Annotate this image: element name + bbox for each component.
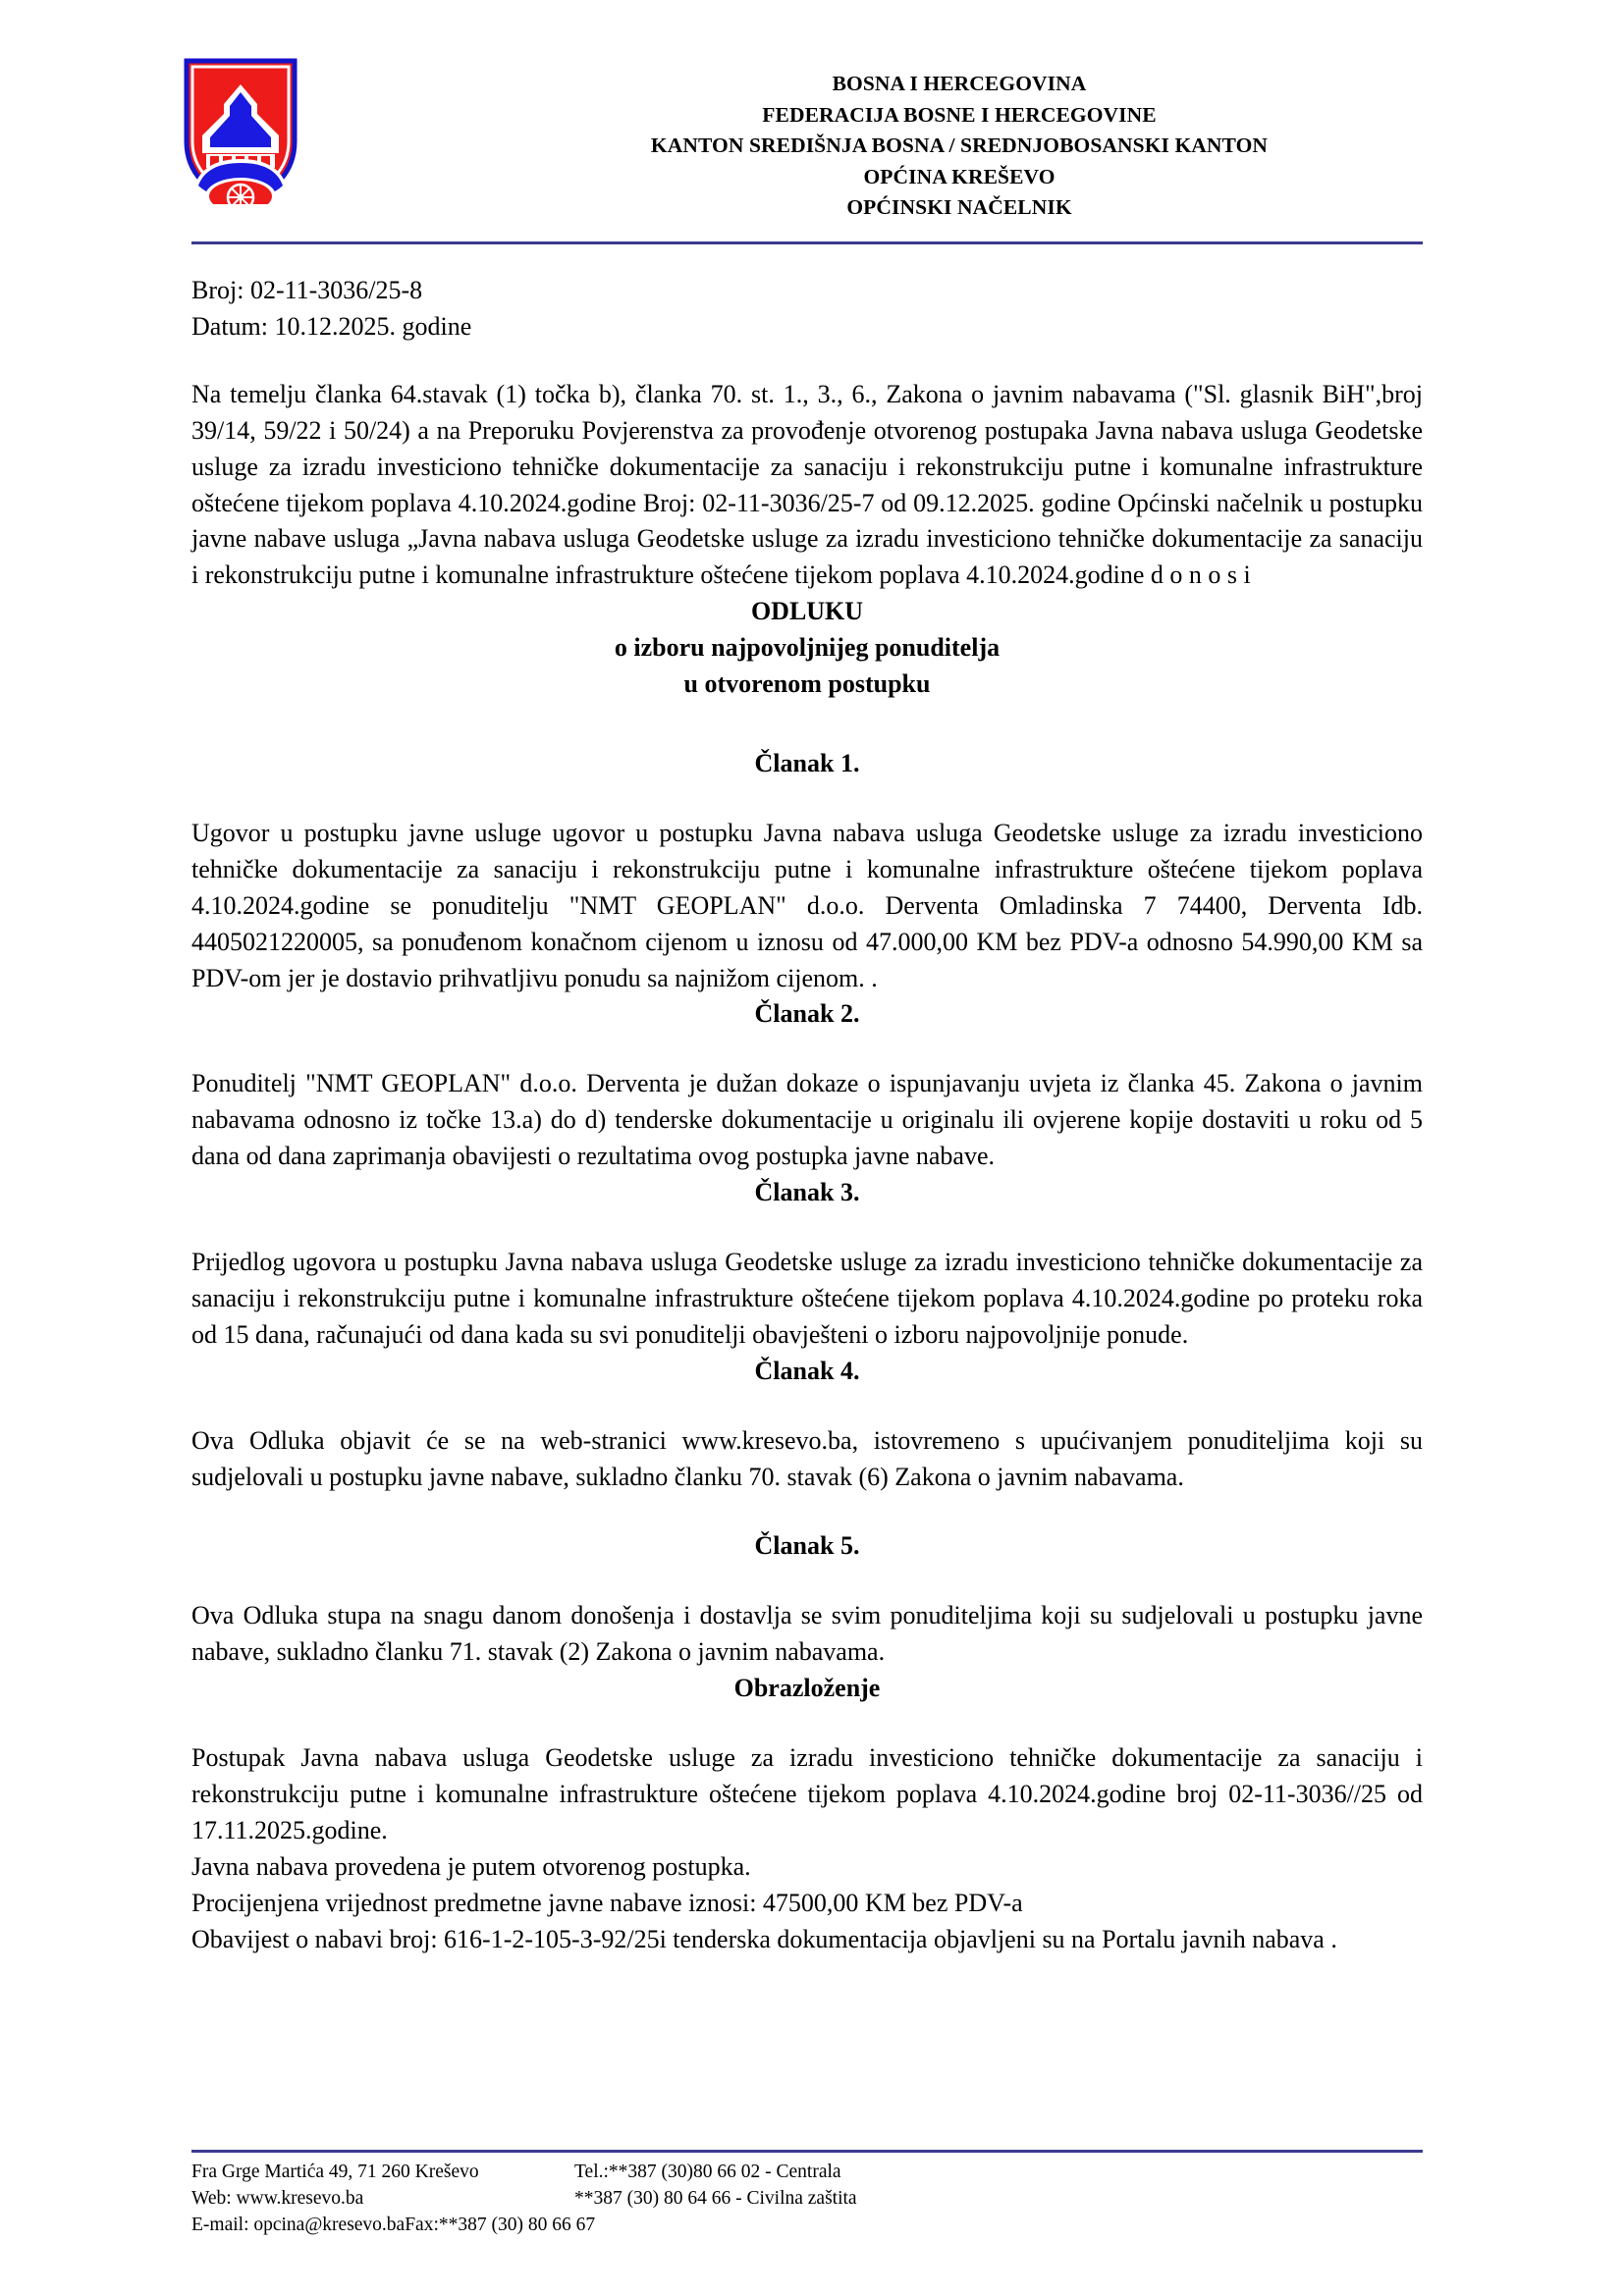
footer-address: Fra Grge Martića 49, 71 260 Kreševo [191, 2162, 479, 2183]
header-line-federation: FEDERACIJA BOSNE I HERCEGOVINE [762, 102, 1157, 127]
header-line-municipality: OPĆINA KREŠEVO [863, 164, 1056, 188]
article-3-body: Prijedlog ugovora u postupku Javna nabava usluga Geodetske usluge za izradu investiciono tehničke dokumentacije za sanaciju i rekonstrukciju putne i komunalne infrastrukture oštećene tijekom poplava 4.10.2024.godine po proteku roka od 15 dana, računajući od dana kada su svi ponuditelji obavješteni o izboru najpovoljnije ponude. [191, 1247, 1423, 1349]
document-header [0, 0, 1624, 224]
header-title-block [461, 57, 1624, 224]
footer-divider [191, 2150, 1423, 2153]
header-line-office: OPĆINSKI NAČELNIK [846, 195, 1072, 220]
obrazlozenje-paragraph-2: Javna nabava provedena je putem otvorenog postupka. [191, 1851, 751, 1881]
article-4-heading: Članak 4. [754, 1356, 860, 1385]
obrazlozenje-paragraph-1: Postupak Javna nabava usluga Geodetske usluge za izradu investiciono tehničke dokumentacije za sanaciju i rekonstrukciju putne i komunalne infrastrukture oštećene tijekom poplava 4.10.2024.godine broj 02-11-3036//25 od 17.11.2025.godine. [191, 1743, 1423, 1844]
footer-row-address [191, 2160, 1423, 2186]
decision-subtitle-1: o izboru najpovoljnijeg ponuditelja [614, 633, 1001, 663]
obrazlozenje-heading: Obrazloženje [733, 1674, 881, 1703]
footer-tel-central: Tel.:**387 (30)80 66 02 - Centrala [574, 2162, 841, 2183]
municipality-coat-of-arms-icon [183, 57, 298, 204]
footer-web[interactable]: Web: www.kresevo.ba [191, 2188, 364, 2210]
article-1-body: Ugovor u postupku javne usluge ugovor u postupku Javna nabava usluga Geodetske usluge za izradu investiciono tehničke dokumentacije za sanaciju i rekonstrukciju putne i komunalne infrastrukture oštećene tijekom poplava 4.10.2024.godine se ponuditelju "NMT GEOPLAN" d.o.o. Derventa Omladinska 7 74400, Derventa Idb. 4405021220005, sa ponuđenom konačnom cijenom u iznosu od 47.000,00 KM bez PDV-a odnosno 54.990,00 KM sa PDV-om jer je dostavio prihvatljivu ponudu sa najnižom cijenom. . [191, 818, 1423, 992]
header-line-country: BOSNA I HERCEGOVINA [832, 72, 1087, 95]
document-body [191, 244, 1423, 1958]
crest-container [0, 57, 461, 204]
obrazlozenje-paragraph-4: Obavijest o nabavi broj: 616-1-2-105-3-92/25i tenderska dokumentacija objavljeni su na Portalu javnih nabava . [191, 1924, 1337, 1953]
article-1-heading: Članak 1. [754, 749, 860, 777]
article-3-heading: Članak 3. [754, 1178, 860, 1207]
article-2-heading: Članak 2. [754, 999, 860, 1029]
footer-row-email [191, 2213, 1423, 2239]
decision-subtitle-2: u otvorenom postupku [683, 669, 931, 699]
article-5-heading: Članak 5. [754, 1531, 860, 1561]
obrazlozenje-paragraph-3: Procijenjena vrijednost predmetne javne nabave iznosi: 47500,00 KM bez PDV-a [191, 1888, 1023, 1917]
article-4-body: Ova Odluka objavit će se na web-stranici www.kresevo.ba, istovremeno s upućivanjem ponuditeljima koji su sudjelovali u postupku javne nabave, sukladno članku 70. stavak (6) Zakona o javnim nabavama. [191, 1425, 1423, 1491]
document-date: Datum: 10.12.2025. godine [191, 312, 472, 342]
footer-row-web [191, 2186, 1423, 2213]
document-footer [191, 2150, 1423, 2239]
intro-paragraph: Na temelju članka 64.stavak (1) točka b), članka 70. st. 1., 3., 6., Zakona o javnim nabavama ("Sl. glasnik BiH",broj 39/14, 59/22 i 50/24) a na Preporuku Povjerenstva za provođenje otvorenog postupaka Javna nabava usluga Geodetske usluge za izradu investiciono tehničke dokumentacije za sanaciju i rekonstrukciju putne i komunalne infrastrukture oštećene tijekom poplava 4.10.2024.godine Broj: 02-11-3036/25-7 od 09.12.2025. godine Općinski načelnik u postupku javne nabave usluga „Javna nabava usluga Geodetske usluge za izradu investiciono tehničke dokumentacije za sanaciju i rekonstrukciju putne i komunalne infrastrukture oštećene tijekom poplava 4.10.2024.godine d o n o s i [191, 379, 1423, 590]
decision-title: ODLUKU [750, 597, 864, 626]
footer-email[interactable]: E-mail: opcina@kresevo.baFax:**387 (30) 80 66 67 [191, 2215, 596, 2236]
article-5-body: Ova Odluka stupa na snagu danom donošenja i dostavlja se svim ponuditeljima koji su sudjelovali u postupku javne nabave, sukladno članku 71. stavak (2) Zakona o javnim nabavama. [191, 1601, 1423, 1667]
article-2-body: Ponuditelj "NMT GEOPLAN" d.o.o. Derventa je dužan dokaze o ispunjavanju uvjeta iz članka 45. Zakona o javnim nabavama odnosno iz točke 13.a) do d) tenderske dokumentacije u originalu ili ovjerene kopije dostaviti u roku od 5 dana od dana zaprimanja obavijesti o rezultatima ovog postupka javne nabave. [191, 1069, 1423, 1171]
footer-tel-civil-protection: **387 (30) 80 64 66 - Civilna zaštita [574, 2188, 857, 2210]
header-line-canton: KANTON SREDIŠNJA BOSNA / SREDNJOBOSANSKI KANTON [650, 133, 1269, 158]
document-number: Broj: 02-11-3036/25-8 [191, 275, 423, 304]
